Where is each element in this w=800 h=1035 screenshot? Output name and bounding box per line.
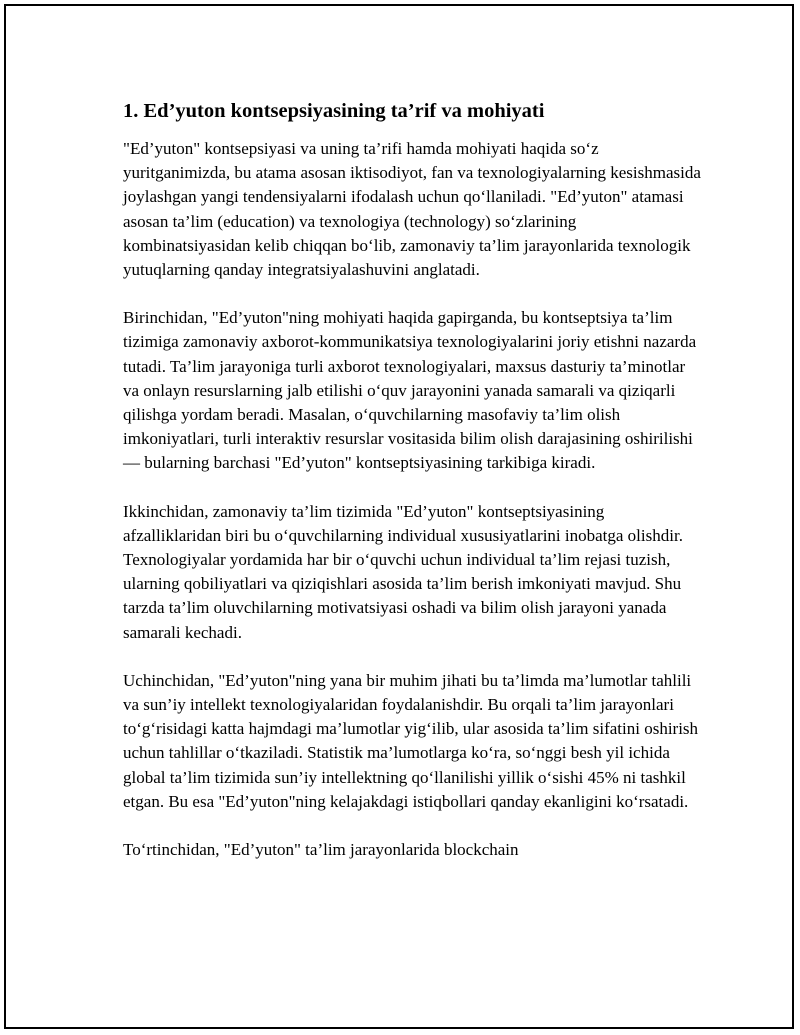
paragraph-third-point: Uchinchidan, "Ed’yuton"ning yana bir muhim jihati bu ta’limda ma’lumotlar tahlili va sun’iy intellekt texnologiyalaridan foydalanishdir. Bu orqali ta’lim jarayonlari to‘g‘risidagi katta hajmdagi ma’lumotlar yig‘ilib, ular asosida ta’lim sifatini oshirish uchun tahlillar o‘tkaziladi. Statistik ma’lumotlarga ko‘ra, so‘nggi besh yil ichida global ta’lim tizimida sun’iy intellektning qo‘llanilishi yillik o‘sishi 45% ni tashkil etgan. Bu esa "Ed’yuton"ning kelajakdagi istiqbollari qanday ekanligini ko‘rsatadi. bbox=[123, 670, 699, 811]
page-frame bbox=[4, 4, 794, 1029]
paragraph-definition: "Ed’yuton" kontsepsiyasi va uning ta’rifi hamda mohiyati haqida so‘z yuritganimizda, bu atama asosan iktisodiyot, fan va texnologiyalarning kesishmasida joylashgan yangi tendensiyalarni ifodalash uchun qo‘llaniladi. "Ed’yuton" atamasi asosan ta’lim (education) va texnologiya (technology) so‘zlarining kombinatsiyasidan kelib chiqqan bo‘lib, zamonaviy ta’lim jarayonlarida texnologik yutuqlarning qanday integratsiyalashuvini anglatadi. bbox=[123, 139, 701, 280]
paragraph-first-point: Birinchidan, "Ed’yuton"ning mohiyati haqida gapirganda, bu kontseptsiya ta’lim tizimiga zamonaviy axborot-kommunikatsiya texnologiyalarini joriy etishni nazarda tutadi. Ta’lim jarayoniga turli axborot texnologiyalari, maxsus dasturiy ta’minotlar va onlayn resurslarning jalb etilishi o‘quv jarayonini yanada samarali va qiziqarli qilishga yordam beradi. Masalan, o‘quvchilarning masofaviy ta’lim olish imkoniyatlari, turli interaktiv resurslar vositasida bilim olish darajasining oshirilishi — bularning barchasi "Ed’yuton" kontseptsiyasining tarkibiga kiradi. bbox=[123, 308, 697, 473]
document-body bbox=[123, 97, 703, 862]
paragraph-second-point: Ikkinchidan, zamonaviy ta’lim tizimida "Ed’yuton" kontseptsiyasining afzalliklaridan biri bu o‘quvchilarning individual xususiyatlarini inobatga olishdir. Texnologiyalar yordamida har bir o‘quvchi uchun individual ta’lim rejasi tuzish, ularning qobiliyatlari va qiziqishlari asosida ta’lim berish imkoniyati mavjud. Shu tarzda ta’lim oluvchilarning motivatsiyasi oshadi va bilim olish jarayoni yanada samarali kechadi. bbox=[123, 501, 683, 642]
paragraph-fourth-point: To‘rtinchidan, "Ed’yuton" ta’lim jarayonlarida blockchain bbox=[123, 840, 519, 860]
section-title: 1. Ed’yuton kontsepsiyasining ta’rif va mohiyati bbox=[123, 100, 545, 122]
